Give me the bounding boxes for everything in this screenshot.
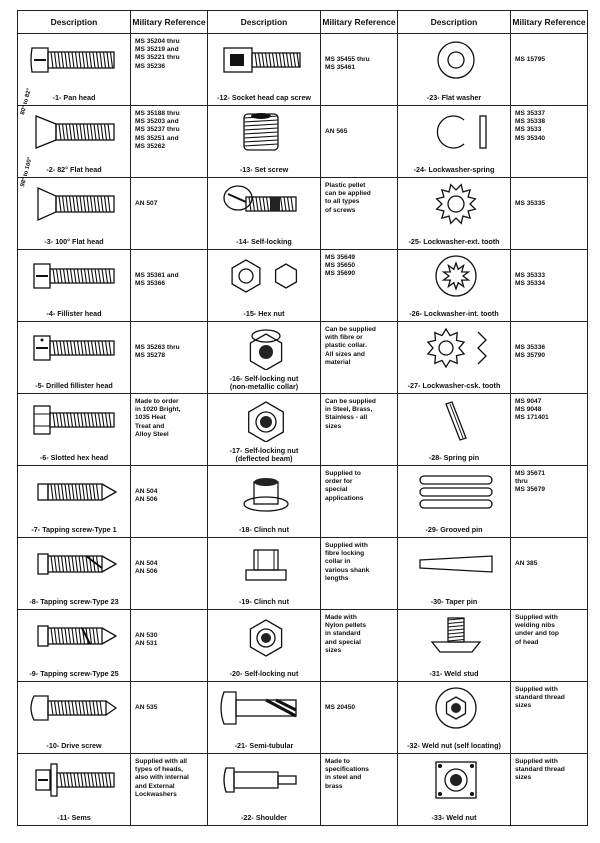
item-name: Self-locking	[251, 237, 292, 246]
tapping-screw-type-25-icon	[26, 614, 122, 658]
flat-washer-icon	[406, 38, 502, 82]
military-reference-cell	[321, 754, 398, 826]
item-caption	[400, 598, 508, 606]
description-cell	[398, 394, 511, 466]
item-name: Weld stud	[444, 669, 479, 678]
military-reference-cell	[131, 754, 208, 826]
description-cell	[208, 466, 321, 538]
military-reference: Supplied with fibre locking collar in various shank lengths	[325, 542, 370, 582]
item-number: -20-	[229, 669, 243, 678]
description-cell	[398, 466, 511, 538]
item-caption	[210, 742, 318, 750]
flat-head-screw-100-icon	[26, 182, 122, 226]
description-cell	[208, 178, 321, 250]
military-reference-cell	[131, 250, 208, 322]
table-row	[18, 250, 588, 322]
military-reference: MS 9047 MS 9048 MS 171401	[515, 398, 549, 422]
drive-screw-icon	[26, 686, 122, 730]
description-cell	[398, 34, 511, 106]
military-reference-cell	[321, 34, 398, 106]
description-cell	[18, 682, 131, 754]
military-reference: MS 35188 thru MS 35203 and MS 35237 thru MS 35251 and MS 35262	[135, 110, 180, 150]
item-number: -21-	[234, 741, 248, 750]
description-cell	[398, 538, 511, 610]
military-reference: AN 504 AN 506	[135, 488, 158, 504]
clinch-nut-icon	[216, 470, 312, 514]
military-reference: AN 385	[515, 560, 538, 567]
description-cell	[398, 322, 511, 394]
item-name: Clinch nut	[253, 525, 289, 534]
hex-nut-icon	[216, 254, 312, 298]
military-reference-cell	[511, 250, 588, 322]
item-caption	[400, 166, 508, 174]
military-reference: Supplied with all types of heads, also with internal and External Lockwashers	[135, 758, 189, 798]
item-caption	[20, 670, 128, 678]
item-number: -23-	[426, 93, 440, 102]
header-description: Description	[208, 11, 321, 34]
military-reference: MS 35455 thru MS 35461	[325, 56, 370, 72]
item-number: -1-	[52, 93, 62, 102]
military-reference-cell	[131, 682, 208, 754]
military-reference: AN 565	[325, 128, 348, 135]
military-reference: Supplied with standard thread sizes	[515, 686, 565, 710]
item-name: Sems	[71, 813, 91, 822]
description-cell	[208, 34, 321, 106]
item-name: Clinch nut	[253, 597, 289, 606]
military-reference-cell	[511, 682, 588, 754]
item-number: -28-	[428, 453, 442, 462]
item-name: Slotted hex head	[50, 453, 109, 462]
item-caption	[400, 742, 508, 750]
item-name: 82° Flat head	[57, 165, 102, 174]
item-number: -27-	[407, 381, 421, 390]
fastener-reference-sheet	[17, 10, 587, 826]
item-caption	[20, 598, 128, 606]
military-reference: MS 35263 thru MS 35278	[135, 344, 180, 360]
weld-stud-icon	[406, 614, 502, 658]
item-number: -17-	[229, 446, 243, 455]
item-caption	[20, 310, 128, 318]
taper-pin-icon	[406, 542, 502, 586]
description-cell	[18, 322, 131, 394]
lockwasher-internal-tooth-icon	[406, 254, 502, 298]
set-screw-icon	[216, 110, 312, 154]
fillister-head-screw-icon	[26, 254, 122, 298]
table-row	[18, 178, 588, 250]
military-reference: Supplied with welding nibs under and top of head	[515, 614, 559, 646]
item-caption	[20, 742, 128, 750]
item-number: -4-	[46, 309, 56, 318]
description-cell	[398, 754, 511, 826]
table-row	[18, 106, 588, 178]
description-cell	[18, 610, 131, 682]
tapping-screw-type-23-icon	[26, 542, 122, 586]
item-name: Self-locking nut	[244, 669, 299, 678]
military-reference-cell	[131, 34, 208, 106]
item-name: Tapping screw-Type 23	[40, 597, 119, 606]
description-cell	[208, 538, 321, 610]
military-reference: MS 35335	[515, 200, 546, 207]
military-reference-cell	[131, 178, 208, 250]
military-reference: MS 35336 MS 35790	[515, 344, 546, 360]
item-caption	[400, 814, 508, 822]
shoulder-rivet-icon	[216, 758, 312, 802]
item-caption	[20, 238, 128, 246]
item-caption	[210, 447, 318, 463]
military-reference: MS 15795	[515, 56, 546, 63]
item-caption	[20, 454, 128, 462]
item-number: -5-	[35, 381, 45, 390]
item-caption	[400, 382, 508, 390]
military-reference-cell	[321, 178, 398, 250]
item-number: -32-	[407, 741, 420, 750]
description-cell	[208, 394, 321, 466]
military-reference-cell	[511, 538, 588, 610]
military-reference: MS 35337 MS 35338 MS 3533 MS 35340	[515, 110, 546, 142]
self-locking-nut-collar-icon	[216, 326, 312, 370]
item-number: -14-	[236, 237, 250, 246]
table-row	[18, 394, 588, 466]
military-reference-cell	[131, 610, 208, 682]
military-reference-cell	[131, 106, 208, 178]
military-reference-cell	[131, 466, 208, 538]
item-caption	[210, 526, 318, 534]
description-cell	[398, 106, 511, 178]
item-name: Self-locking nut (non-metallic collar)	[229, 374, 299, 391]
military-reference: AN 535	[135, 704, 158, 711]
military-reference-cell	[131, 538, 208, 610]
item-name: Set screw	[254, 165, 289, 174]
self-locking-screw-icon	[216, 182, 312, 226]
item-name: Socket head cap screw	[231, 93, 311, 102]
item-name: Grooved pin	[440, 525, 483, 534]
item-caption	[400, 238, 508, 246]
item-caption	[400, 454, 508, 462]
military-reference-cell	[321, 610, 398, 682]
lockwasher-countersunk-tooth-icon	[406, 326, 502, 370]
item-name: Spring pin	[443, 453, 480, 462]
military-reference: MS 35204 thru MS 35219 and MS 35221 thru MS 35236	[135, 38, 180, 70]
flat-head-screw-82-icon	[26, 110, 122, 154]
item-number: -19-	[239, 597, 252, 606]
item-number: -30-	[430, 597, 444, 606]
item-number: -24-	[413, 165, 427, 174]
item-caption	[210, 238, 318, 246]
description-cell	[208, 610, 321, 682]
socket-head-cap-screw-icon	[216, 38, 312, 82]
table-row	[18, 754, 588, 826]
header-military-reference: Military Reference	[131, 11, 208, 34]
military-reference: AN 504 AN 506	[135, 560, 158, 576]
item-number: -3-	[44, 237, 54, 246]
military-reference: Made with Nylon pellets in standard and special sizes	[325, 614, 367, 654]
description-cell	[208, 754, 321, 826]
item-name: Lockwasher-csk. tooth	[422, 381, 501, 390]
description-cell	[398, 610, 511, 682]
item-name: Lockwasher-ext. tooth	[423, 237, 500, 246]
sems-screw-icon	[26, 758, 122, 802]
item-caption	[20, 526, 128, 534]
military-reference-cell	[511, 178, 588, 250]
military-reference: MS 35671 thru MS 35679	[515, 470, 546, 494]
table-row	[18, 322, 588, 394]
item-name: Shoulder	[255, 813, 287, 822]
item-name: Semi-tubular	[249, 741, 294, 750]
table-row	[18, 682, 588, 754]
description-cell	[398, 250, 511, 322]
item-name: 100° Flat head	[55, 237, 104, 246]
item-name: Weld nut (self locating)	[421, 741, 501, 750]
weld-nut-icon	[406, 758, 502, 802]
item-name: Drive screw	[61, 741, 102, 750]
table-header-row	[18, 11, 588, 34]
description-cell	[18, 754, 131, 826]
item-number: -11-	[57, 813, 70, 822]
tapping-screw-type-1-icon	[26, 470, 122, 514]
military-reference-cell	[321, 394, 398, 466]
angle-label: 80° to 82°	[20, 87, 33, 116]
item-number: -6-	[39, 453, 49, 462]
item-name: Taper pin	[445, 597, 478, 606]
item-caption	[210, 598, 318, 606]
description-cell	[208, 682, 321, 754]
military-reference: AN 507	[135, 200, 158, 207]
item-name: Weld nut	[446, 813, 477, 822]
item-number: -8-	[29, 597, 39, 606]
header-military-reference: Military Reference	[321, 11, 398, 34]
item-caption	[20, 94, 128, 102]
military-reference: Can be supplied in Steel, Brass, Stainless - all sizes	[325, 398, 376, 430]
military-reference: MS 20450	[325, 704, 356, 711]
description-cell	[18, 394, 131, 466]
military-reference-cell	[511, 34, 588, 106]
military-reference: MS 35649 MS 35650 MS 35690	[325, 254, 356, 278]
item-name: Hex nut	[258, 309, 285, 318]
item-caption	[210, 814, 318, 822]
item-caption	[400, 670, 508, 678]
item-number: -10-	[46, 741, 60, 750]
item-name: Flat washer	[441, 93, 482, 102]
military-reference-cell	[511, 394, 588, 466]
pan-head-screw-icon	[26, 38, 122, 82]
header-military-reference: Military Reference	[511, 11, 588, 34]
item-caption	[400, 310, 508, 318]
item-name: Fillister head	[57, 309, 102, 318]
item-caption	[210, 375, 318, 391]
military-reference: Made to order in 1020 Bright, 1035 Heat Treat and Alloy Steel	[135, 398, 181, 438]
military-reference: Can be supplied with fibre or plastic collar. All sizes and material	[325, 326, 376, 366]
item-name: Lockwasher-int. tooth	[424, 309, 499, 318]
clinch-nut-flanged-icon	[216, 542, 312, 586]
description-cell	[208, 322, 321, 394]
item-caption	[400, 94, 508, 102]
table-row	[18, 34, 588, 106]
item-number: -13-	[239, 165, 253, 174]
military-reference: Made to specifications in steel and brass	[325, 758, 369, 790]
military-reference: AN 530 AN 531	[135, 632, 158, 648]
item-number: -29-	[425, 525, 439, 534]
semi-tubular-rivet-icon	[216, 686, 312, 730]
military-reference-cell	[321, 106, 398, 178]
table-row	[18, 538, 588, 610]
military-reference-cell	[321, 322, 398, 394]
item-caption	[20, 166, 128, 174]
item-name: Self-locking nut (deflected beam)	[235, 446, 299, 463]
header-description: Description	[18, 11, 131, 34]
lockwasher-external-tooth-icon	[406, 182, 502, 226]
table-row	[18, 466, 588, 538]
item-name: Drilled fillister head	[46, 381, 113, 390]
item-caption	[210, 94, 318, 102]
description-cell	[398, 178, 511, 250]
item-number: -16-	[229, 374, 243, 383]
description-cell	[18, 250, 131, 322]
military-reference-cell	[131, 322, 208, 394]
military-reference-cell	[321, 466, 398, 538]
military-reference: Plastic pellet can be applied to all types of screws	[325, 182, 371, 214]
item-caption	[20, 382, 128, 390]
military-reference: Supplied with standard thread sizes	[515, 758, 565, 782]
item-caption	[210, 310, 318, 318]
drilled-fillister-head-screw-icon	[26, 326, 122, 370]
self-locking-nut-pellet-icon	[216, 614, 312, 658]
item-name: Lockwasher-spring	[428, 165, 495, 174]
grooved-pin-icon	[406, 470, 502, 514]
lockwasher-spring-icon	[406, 110, 502, 154]
item-number: -25-	[408, 237, 422, 246]
item-number: -15-	[243, 309, 257, 318]
spring-pin-icon	[406, 398, 502, 442]
header-description: Description	[398, 11, 511, 34]
description-cell	[18, 538, 131, 610]
item-name: Tapping screw-Type 1	[42, 525, 117, 534]
item-number: -22-	[241, 813, 254, 822]
description-cell	[18, 34, 131, 106]
fastener-table	[17, 10, 588, 826]
item-number: -18-	[239, 525, 252, 534]
military-reference-cell	[511, 106, 588, 178]
item-caption	[210, 166, 318, 174]
angle-label: 98° to 100°	[20, 156, 34, 188]
item-number: -9-	[29, 669, 39, 678]
item-number: -31-	[429, 669, 443, 678]
item-number: -7-	[31, 525, 41, 534]
slotted-hex-head-screw-icon	[26, 398, 122, 442]
description-cell	[398, 682, 511, 754]
weld-nut-self-locating-icon	[406, 686, 502, 730]
military-reference-cell	[511, 322, 588, 394]
military-reference: MS 35361 and MS 35366	[135, 272, 179, 288]
military-reference-cell	[511, 610, 588, 682]
table-row	[18, 610, 588, 682]
military-reference-cell	[321, 250, 398, 322]
item-name: Tapping screw-Type 25	[40, 669, 119, 678]
item-caption	[210, 670, 318, 678]
item-number: -33-	[431, 813, 445, 822]
item-name: Pan head	[63, 93, 96, 102]
military-reference-cell	[511, 466, 588, 538]
description-cell	[208, 250, 321, 322]
item-number: -2-	[46, 165, 56, 174]
item-caption	[20, 814, 128, 822]
military-reference: Supplied to order for special applications	[325, 470, 364, 502]
military-reference: MS 35333 MS 35334	[515, 272, 546, 288]
self-locking-nut-deflected-beam-icon	[216, 398, 312, 442]
military-reference-cell	[321, 682, 398, 754]
item-number: -26-	[409, 309, 423, 318]
military-reference-cell	[131, 394, 208, 466]
item-caption	[400, 526, 508, 534]
description-cell	[18, 466, 131, 538]
description-cell	[208, 106, 321, 178]
military-reference-cell	[321, 538, 398, 610]
item-number: -12-	[217, 93, 230, 102]
military-reference-cell	[511, 754, 588, 826]
